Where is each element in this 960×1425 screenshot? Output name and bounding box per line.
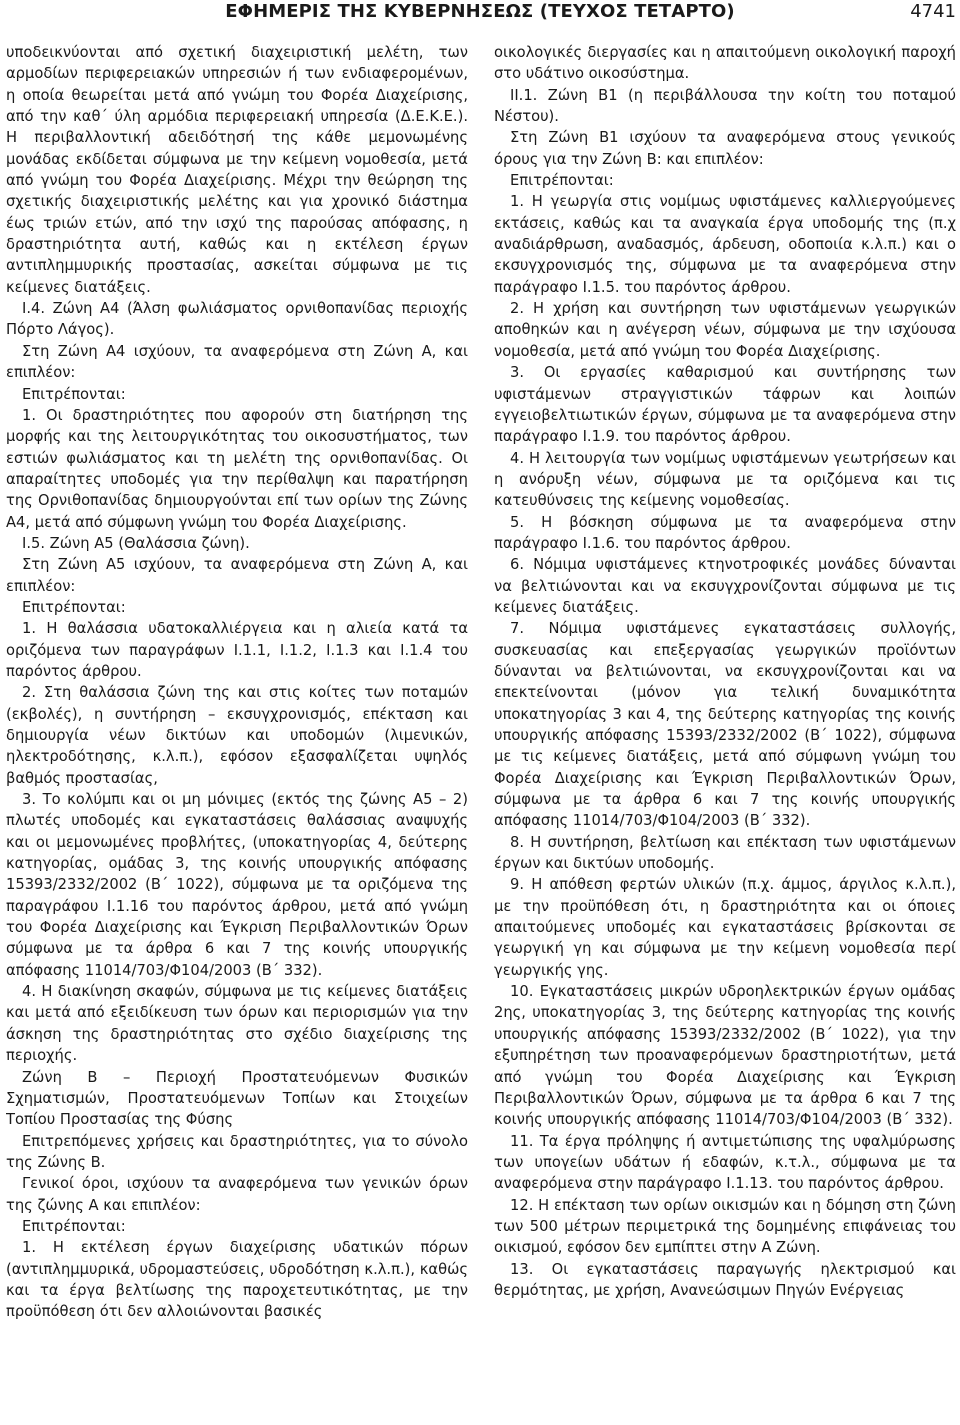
paragraph: 1. Η γεωργία στις νομίμως υφιστάμενες καλλιεργούμενες εκτάσεις, καθώς και τα αναγκαία έργα υποδομής της (π.χ αναδιάρθρωση, αναδασμός, άρδευση, οδοποιία κ.λ.π.) και ο εκσυγχρονισμός της, σύμφωνα με τα αναφερόμενα στην παράγραφο Ι.1.5. του παρόντος άρθρου. bbox=[494, 193, 956, 296]
paragraph: 10. Εγκαταστάσεις μικρών υδροηλεκτρικών έργων ομάδας 2ης, υποκατηγορίας 3, της δεύτερης κατηγορίας της κοινής υπουργικής απόφασης 15393/2332/2002 (Β΄ 1022), για την εξυπηρέτηση των προαναφερόμενων δραστηριοτήτων, μετά από γνώμη του Φορέα Διαχείρισης και Έγκριση Περιβαλλοντικών Όρων, σύμφωνα με τα άρθρα 6 και 7 της κοινής υπουργικής απόφασης 11014/703/Φ104/2003 (Β΄ 332). bbox=[494, 983, 956, 1129]
paragraph: 7. Νόμιμα υφιστάμενες εγκαταστάσεις συλλογής, συσκευασίας και επεξεργασίας γεωργικών προϊόντων δύνανται να βελτιώνονται, να εκσυγχρονίζονται και να επεκτείνονται (μόνον για τελική δυναμικότητα υποκατηγορίας 3 και 4, της δεύτερης κατηγορίας της κοινής υπουργικής απόφασης 15393/2332/2002 (Β΄ 1022), σύμφωνα με τις κείμενες διατάξεις, μετά από σύμφωνη γνώμη του Φορέα Διαχείρισης και Έγκριση Περιβαλλοντικών Όρων, σύμφωνα με τα άρθρα 6 και 7 της κοινής υπουργικής απόφασης 11014/703/Φ104/2003 (Β΄ 332). bbox=[494, 620, 956, 830]
paragraph: υποδεικνύονται από σχετική διαχειριστική μελέτη, των αρμοδίων περιφερειακών υπηρεσιών ή των ενδιαφερομένων, η οποία θεωρείται μετά από γνώμη του Φορέα Διαχείρισης, από την καθ΄ ύλη αρμόδια περιφερειακή υπηρεσία (Δ.Ε.Κ.Ε.). Η περιβαλλοντική αδειδότησή της κάθε μεμονωμένης μονάδας εκδίδεται σύμφωνα με την κείμενη νομοθεσία, μετά από γνώμη του Φορέα Διαχείρισης. Μέχρι την θεώρηση της σχετικής διαχειριστικής μελέτης και για χρονικό διάστημα έως τριών ετών, από την ισχύ της παρούσας απόφασης, η δραστηριότητα αυτή, καθώς και η εκτέλεση έργων αντιπλημμυρικής προστασίας, ασκείται σύμφωνα με τις κείμενες διατάξεις. bbox=[6, 44, 468, 296]
paragraph: Στη Ζώνη Β1 ισχύουν τα αναφερόμενα στους γενικούς όρους για την Ζώνη Β: και επιπλέον: bbox=[494, 129, 956, 168]
right-column bbox=[494, 42, 956, 1425]
paragraph: Στη Ζώνη Α5 ισχύουν, τα αναφερόμενα στη Ζώνη Α, και επιπλέον: bbox=[6, 556, 468, 595]
paragraph: Ι.4. Ζώνη Α4 (Άλση φωλιάσματος ορνιθοπανίδας περιοχής Πόρτο Λάγος). bbox=[6, 300, 468, 339]
paragraph: Γενικοί όροι, ισχύουν τα αναφερόμενα των γενικών όρων της ζώνης Α και επιπλέον: bbox=[6, 1175, 468, 1214]
paragraph: 11. Τα έργα πρόληψης ή αντιμετώπισης της υφαλμύρωσης των υπογείων υδάτων ή εδαφών, κ.τ.λ., σύμφωνα με τα αναφερόμενα στην παράγραφο Ι.1.13. του παρόντος άρθρου. bbox=[494, 1132, 956, 1193]
paragraph: 12. Η επέκταση των ορίων οικισμών και η δόμηση στη ζώνη των 500 μέτρων περιμετρικά της δομημένης επιφάνειας του οικισμού, εφόσον δεν εμπίπτει στην Α Ζώνη. bbox=[494, 1196, 956, 1257]
paragraph: 1. Η θαλάσσια υδατοκαλλιέργεια και η αλιεία κατά τα οριζόμενα των παραγράφων Ι.1.1, Ι.1.2, Ι.1.3 και Ι.1.4 του παρόντος άρθρου. bbox=[6, 620, 468, 680]
paragraph: Επιτρεπόμενες χρήσεις και δραστηριότητες, για το σύνολο της Ζώνης Β. bbox=[6, 1132, 468, 1171]
left-column bbox=[6, 42, 468, 1425]
page-number: 4741 bbox=[910, 1, 956, 22]
paragraph: ΙΙ.1. Ζώνη Β1 (η περιβάλλουσα την κοίτη του ποταμού Νέστου). bbox=[494, 86, 956, 126]
paragraph: 1. Οι δραστηριότητες που αφορούν στη διατήρηση της μορφής και της λειτουργικότητας του οικοσυστήματος, των εστιών φωλιάσματος και τη μελέτη της ορνιθοπανίδας. Οι απαραίτητες υποδομές για την περίθαλψη και παρατήρηση της Ορνιθοπανίδας δημιουργούνται επί των ορίων της Ζώνης Α4, μετά από σύμφωνη γνώμη του Φορέα Διαχείρισης. bbox=[6, 406, 468, 531]
paragraph: 4. Η λειτουργία των νομίμως υφιστάμενων γεωτρήσεων και η ανόρυξη νέων, σύμφωνα με τα οριζόμενα και τις κατευθύνσεις της κείμενης νομοθεσίας. bbox=[494, 449, 956, 510]
paragraph: 2. Στη θαλάσσια ζώνη της και στις κοίτες των ποταμών (εκβολές), η συντήρηση – εκσυγχρονισμός, επέκταση και δημιουργία νέων δικτύων και υποδομών (λιμενικών, ηλεκτροδότησης, κ.λ.π.), εφόσον εξασφαλίζεται υψηλός βαθμός προστασίας, bbox=[6, 684, 468, 787]
gazette-title: ΕΦΗΜΕΡΙΣ ΤΗΣ ΚΥΒΕΡΝΗΣΕΩΣ (ΤΕΥΧΟΣ ΤΕΤΑΡΤΟ) bbox=[225, 1, 735, 22]
paragraph: 3. Οι εργασίες καθαρισμού και συντήρησης των υφιστάμενων στραγγιστικών τάφρων και λοιπών εγγειοβελτιωτικών έργων, σύμφωνα με τα αναφερόμενα στην παράγραφο Ι.1.9. του παρόντος άρθρου. bbox=[494, 364, 956, 446]
paragraph: 4. Η διακίνηση σκαφών, σύμφωνα με τις κείμενες διατάξεις και μετά από εξειδίκευση των όρων και περιορισμών για την άσκηση της δραστηριότητας στο σχέδιο διαχείρισης της περιοχής. bbox=[6, 983, 468, 1065]
paragraph: 3. Το κολύμπι και οι μη μόνιμες (εκτός της ζώνης Α5 – 2) πλωτές υποδομές και εγκαταστάσεις θαλάσσιας αναψυχής και οι μεμονωμένες προβλήτες, (υποκατηγορίας 4, δεύτερης κατηγορίας, ομάδας 3, της κοινής υπουργικής απόφασης 15393/2332/2002 (Β΄ 1022), σύμφωνα με τα οριζόμενα της παραγράφου Ι.1.16 του παρόντος άρθρου, μετά από γνώμη του Φορέα Διαχείρισης και Έγκριση Περιβαλλοντικών Όρων σύμφωνα με τα άρθρα 6 και 7 της κοινής υπουργικής απόφασης 11014/703/Φ104/2003 (Β΄ 332). bbox=[6, 791, 468, 979]
page-header bbox=[0, 0, 960, 34]
paragraph: Στη Ζώνη Α4 ισχύουν, τα αναφερόμενα στη Ζώνη Α, και επιπλέον: bbox=[6, 342, 468, 382]
paragraph: 8. Η συντήρηση, βελτίωση και επέκταση των υφιστάμενων έργων και δικτύων υποδομής. bbox=[494, 833, 956, 873]
paragraph: Ζώνη Β – Περιοχή Προστατευόμενων Φυσικών Σχηματισμών, Προστατευόμενων Τοπίων και Στοιχείων Τοπίου Προστασίας της Φύσης bbox=[6, 1068, 468, 1129]
paragraph: Επιτρέπονται: bbox=[22, 385, 126, 403]
paragraph: Ι.5. Ζώνη Α5 (Θαλάσσια ζώνη). bbox=[22, 534, 250, 552]
paragraph: Επιτρέπονται: bbox=[22, 598, 126, 616]
paragraph: οικολογικές διεργασίες και η απαιτούμενη οικολογική παροχή στο υδάτινο οικοσύστημα. bbox=[494, 44, 956, 83]
paragraph: 2. Η χρήση και συντήρηση των υφιστάμενων γεωργικών αποθηκών και η ανέγερση νέων, σύμφωνα με την ισχύουσα νομοθεσία, μετά από γνώμη του Φορέα Διαχείρισης. bbox=[494, 300, 956, 360]
paragraph: 1. Η εκτέλεση έργων διαχείρισης υδατικών πόρων (αντιπλημμυρικά, υδρομαστεύσεις, υδροδότηση κ.λ.π.), καθώς και τα έργα βελτίωσης της παροχετευτικότητας, με την προϋπόθεση ότι δεν αλλοιώνονται βασικές bbox=[6, 1239, 468, 1321]
paragraph: 13. Οι εγκαταστάσεις παραγωγής ηλεκτρισμού και θερμότητας, με χρήση, Ανανεώσιμων Πηγών Ενέργειας bbox=[494, 1260, 956, 1299]
paragraph: 5. Η βόσκηση σύμφωνα με τα αναφερόμενα στην παράγραφο Ι.1.6. του παρόντος άρθρου. bbox=[494, 513, 956, 552]
paragraph: 9. Η απόθεση φερτών υλικών (π.χ. άμμος, άργιλος κ.λ.π.), με την προϋπόθεση ότι, η δραστηριότητα και οι όποιες απαιτούμενες υποδομές και εγκαταστάσεις βρίσκονται σε γεωργική γη και σύμφωνα με την κείμενη νομοθεσία περί γεωργικής γης. bbox=[494, 876, 956, 979]
paragraph: 6. Νόμιμα υφιστάμενες κτηνοτροφικές μονάδες δύνανται να βελτιώνονται και να εκσυγχρονίζονται σύμφωνα με τις κείμενες διατάξεις. bbox=[494, 556, 956, 616]
paragraph: Επιτρέπονται: bbox=[22, 1217, 126, 1235]
paragraph: Επιτρέπονται: bbox=[510, 172, 614, 190]
